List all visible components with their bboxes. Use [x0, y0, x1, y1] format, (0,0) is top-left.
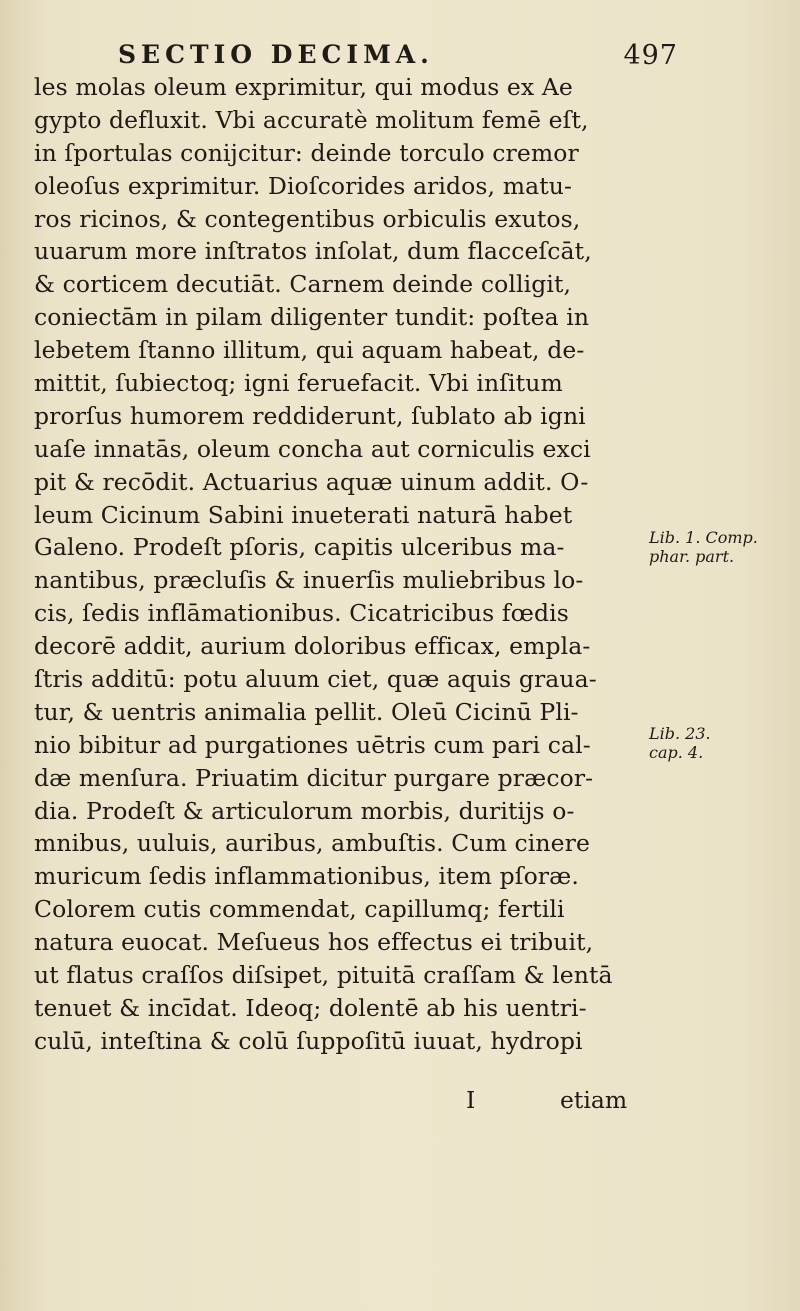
catchline	[34, 1084, 634, 1117]
text-line: natura euocat. Meſueus hos effectus ei tribuit,	[34, 928, 594, 957]
text-line: coniectām in pilam diligenter tundit: poſtea in	[34, 303, 590, 332]
margin-note-galen	[649, 528, 758, 566]
text-line: in ſportulas conijcitur: deinde torculo cremor	[34, 138, 579, 167]
margin-note-line: phar. part.	[649, 547, 735, 566]
text-line: mittit, ſubiectoq; igni feruefacit. Vbi inſitum	[34, 369, 563, 398]
text-line: & corticem decutiāt. Carnem deinde colligit,	[34, 270, 572, 299]
text-line: uaſe innatās, oleum concha aut corniculis exci	[34, 434, 591, 463]
margin-note-line: Lib. 23.	[649, 724, 711, 743]
text-line: tur, & uentris animalia pellit. Oleū Cicinū Pli-	[34, 697, 579, 726]
text-line: mnibus, uuluis, auribus, ambuſtis. Cum cinere	[34, 829, 590, 858]
text-line: uuarum more inſtratos inſolat, dum flacceſcāt,	[34, 237, 592, 266]
text-line: culū, inteſtina & colū ſuppoſitū iuuat, hydropi	[34, 1026, 583, 1055]
text-line: prorſus humorem reddiderunt, ſublato ab igni	[34, 401, 586, 430]
text-line: lebetem ſtanno illitum, qui aquam habeat, de-	[34, 336, 585, 365]
text-line: nantibus, præcluſis & inuerſis muliebribus lo-	[34, 566, 584, 595]
text-line: Galeno. Prodeſt pſoris, capitis ulceribus ma-	[34, 533, 565, 562]
text-line: ros ricinos, & contegentibus orbiculis exutos,	[34, 204, 581, 233]
margin-note-line: cap. 4.	[649, 743, 704, 762]
text-line: dæ menſura. Priuatim dicitur purgare præcor-	[34, 763, 594, 792]
text-line: cis, ſedis inflāmationibus. Cicatricibus fœdis	[34, 599, 569, 628]
text-line: tenuet & incīdat. Ideoq; dolentē ab his uentri-	[34, 993, 587, 1022]
catchword: etiam	[560, 1086, 628, 1114]
body-text	[34, 71, 634, 1058]
text-line: pit & recōdit. Actuarius aquæ uinum addit. O-	[34, 467, 589, 496]
text-line: decorē addit, aurium doloribus efficax, empla-	[34, 632, 591, 661]
section-title: SECTIO DECIMA.	[118, 40, 434, 69]
margin-note-line: Lib. 1. Comp.	[649, 528, 758, 547]
text-line: oleoſus exprimitur. Dioſcorides aridos, matu-	[34, 171, 573, 200]
page-number: 497	[623, 40, 678, 71]
text-line: ſtris additū: potu aluum ciet, quæ aquis graua-	[34, 665, 597, 694]
text-line: Colorem cutis commendat, capillumq; fertili	[34, 895, 565, 924]
text-line: nio bibitur ad purgationes uētris cum pari cal-	[34, 730, 591, 759]
text-line: dia. Prodeſt & articulorum morbis, duritijs o-	[34, 796, 575, 825]
signature-mark: I	[466, 1086, 476, 1114]
text-line: muricum ſedis inflammationibus, item pſoræ.	[34, 862, 579, 891]
text-line: gypto defluxit. Vbi accuratè molitum femē eſt,	[34, 105, 589, 134]
text-line: ut flatus craſſos diſsipet, pituitā craſſam & lentā	[34, 961, 613, 990]
text-line: les molas oleum exprimitur, qui modus ex Ae	[34, 73, 573, 101]
margin-note-pliny	[649, 724, 711, 762]
text-line: leum Cicinum Sabini inueterati naturā habet	[34, 500, 573, 529]
